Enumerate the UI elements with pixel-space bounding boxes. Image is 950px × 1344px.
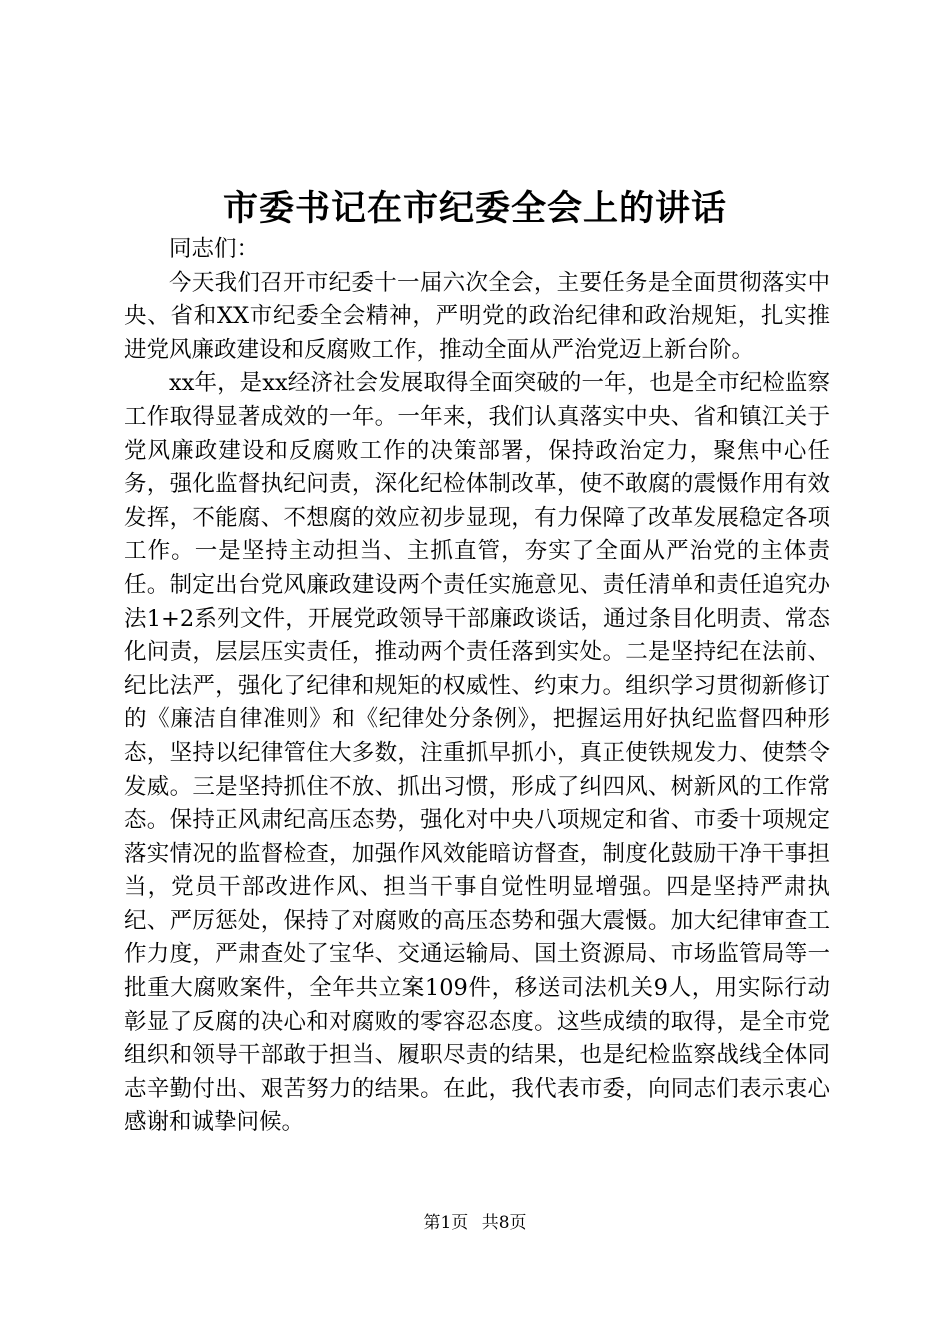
page-footer — [0, 1211, 950, 1235]
page-number: 第1页 — [423, 1213, 469, 1233]
paragraph-2: xx年，是xx经济社会发展取得全面突破的一年，也是全市纪检监察工作取得显著成效的一年。一年来，我们认真落实中央、省和镇江关于党风廉政建设和反腐败工作的决策部署，保持政治定力，聚焦中心任务，强化监督执纪问责，深化纪检体制改革，使不敢腐的震慑作用有效发挥，不能腐、不想腐的效应初步显现，有力保障了改革发展稳定各项工作。一是坚持主动担当、主抓直管，夯实了全面从严治党的主体责任。制定出台党风廉政建设两个责任实施意见、责任清单和责任追究办法1+2系列文件，开展党政领导干部廉政谈话，通过条目化明责、常态化问责，层层压实责任，推动两个责任落到实处。二是坚持纪在法前、纪比法严，强化了纪律和规矩的权威性、约束力。组织学习贯彻新修订的《廉洁自律准则》和《纪律处分条例》，把握运用好执纪监督四种形态，坚持以纪律管住大多数，注重抓早抓小，真正使铁规发力、使禁令发威。三是坚持抓住不放、抓出习惯，形成了纠四风、树新风的工作常态。保持正风肃纪高压态势，强化对中央八项规定和省、市委十项规定落实情况的监督检查，加强作风效能暗访督查，制度化鼓励干净干事担当，党员干部改进作风、担当干事自觉性明显增强。四是坚持严肃执纪、严厉惩处，保持了对腐败的高压态势和强大震慑。加大纪律审查工作力度，严肃查处了宝华、交通运输局、国土资源局、市场监管局等一批重大腐败案件，全年共立案109件，移送司法机关9人，用实际行动彰显了反腐的决心和对腐败的零容忍态度。这些成绩的取得，是全市党组织和领导干部敢于担当、履职尽责的结果，也是纪检监察战线全体同志辛勤付出、艰苦努力的结果。在此，我代表市委，向同志们表示衷心感谢和诚挚问候。 — [124, 370, 830, 1136]
page-total: 共8页 — [481, 1213, 527, 1233]
document-title: 市委书记在市纪委全会上的讲话 — [222, 188, 727, 229]
salutation: 同志们： — [169, 236, 260, 262]
paragraph-1: 今天我们召开市纪委十一届六次全会，主要任务是全面贯彻落实中央、省和XX市纪委全会精神，严明党的政治纪律和政治规矩，扎实推进党风廉政建设和反腐败工作，推动全面从严治党迈上新台阶。 — [124, 269, 830, 363]
document-body — [124, 233, 830, 1140]
